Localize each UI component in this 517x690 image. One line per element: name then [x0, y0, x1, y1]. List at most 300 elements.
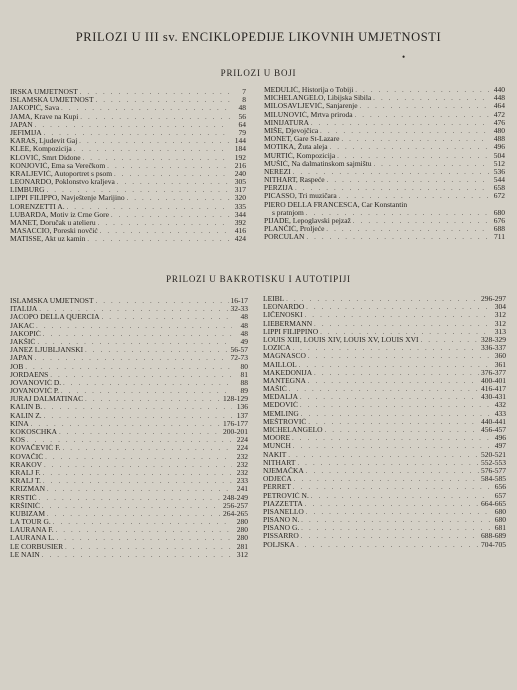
dot-leader	[311, 120, 489, 127]
dot-leader	[301, 533, 479, 540]
section-title-gravure-plates: PRILOZI U BAKROTISKU I AUTOTIPIJI	[166, 274, 351, 284]
entry-page-number: 440	[493, 86, 505, 94]
dot-leader	[421, 337, 479, 344]
dot-leader	[327, 177, 489, 184]
entry-page-number: 392	[234, 219, 246, 227]
entry-name: JANEZ LJUBLJANSKI	[10, 346, 84, 355]
dot-leader	[292, 435, 490, 442]
index-entry	[263, 320, 506, 328]
dot-leader	[314, 370, 479, 377]
index-entry	[10, 121, 246, 129]
index-entry	[10, 322, 248, 330]
entry-page-number: 313	[494, 327, 506, 336]
dot-leader	[293, 443, 490, 450]
index-entry	[10, 428, 248, 436]
index-entry	[263, 336, 506, 344]
dot-leader	[355, 87, 489, 94]
entry-name: MICHELANGELO	[263, 426, 323, 434]
entry-name: PLANČIĆ, Proljeće	[264, 225, 325, 234]
entry-page-number: 248-249	[223, 493, 248, 502]
index-entry	[10, 453, 248, 461]
gravure-plates-right-column	[263, 295, 506, 549]
index-entry	[264, 143, 505, 151]
index-entry	[264, 168, 505, 176]
entry-page-number: 232	[236, 460, 248, 469]
entry-name: LE NAIN	[10, 550, 40, 559]
dot-leader	[314, 321, 490, 328]
dot-leader	[300, 402, 490, 409]
entry-page-number: 48	[240, 321, 248, 330]
entry-page-number: 312	[236, 550, 248, 559]
dot-leader	[337, 153, 489, 160]
index-entry	[263, 434, 506, 442]
entry-page-number: 472	[493, 110, 505, 119]
dot-leader	[320, 128, 489, 135]
index-entry	[263, 516, 506, 524]
entry-page-number: 488	[493, 135, 505, 144]
entry-page-number: 664-665	[481, 499, 506, 508]
entry-page-number: 497	[494, 442, 506, 451]
entry-page-number: 312	[494, 319, 506, 328]
entry-page-number: 280	[236, 534, 248, 543]
dot-leader	[50, 372, 232, 379]
index-entry	[10, 461, 248, 469]
entry-name: KOVAČIĆ	[10, 452, 44, 461]
entry-page-number: 240	[234, 169, 246, 178]
index-entry	[10, 354, 248, 362]
entry-page-number: 536	[493, 167, 505, 176]
entry-name: MANET, Doručak u atelieru	[10, 219, 96, 227]
dot-leader	[43, 478, 232, 485]
entry-name: MEDOVIĆ	[263, 401, 298, 410]
index-entry	[263, 361, 506, 369]
dot-leader	[80, 114, 230, 121]
entry-name: LAURANA F.	[10, 526, 54, 535]
entry-page-number: 280	[236, 526, 248, 535]
index-entry	[10, 387, 248, 395]
index-entry	[10, 518, 248, 526]
entry-name: JAKŠIĆ	[10, 337, 36, 346]
entry-name: LIPPI FILIPPO, Navještenje Marijino	[10, 194, 125, 203]
index-entry	[264, 111, 505, 119]
dot-leader	[98, 220, 230, 227]
entry-page-number: 704-705	[481, 540, 506, 549]
entry-page-number: 137	[236, 411, 248, 420]
dot-leader	[96, 298, 229, 305]
index-entry	[10, 170, 246, 178]
entry-name: MICHELANGELO, Libijska Sibila	[264, 94, 372, 103]
entry-page-number: 361	[494, 360, 506, 369]
entry-name: JOVANOVIĆ P.	[10, 387, 60, 396]
dot-leader	[44, 130, 230, 137]
index-entry	[10, 477, 248, 485]
entry-name: PISSARRO	[263, 532, 299, 541]
index-entry	[10, 186, 246, 194]
entry-page-number: 281	[236, 542, 248, 551]
index-entry	[10, 510, 248, 518]
dot-leader	[43, 470, 232, 477]
entry-page-number: 433	[494, 409, 506, 418]
entry-name: MUŠIĆ, Na dalmatinskom sajmištu	[264, 159, 372, 168]
index-entry	[264, 201, 505, 209]
entry-page-number: 89	[240, 387, 248, 396]
index-entry	[263, 385, 506, 393]
entry-page-number: 432	[494, 401, 506, 410]
entry-page-number: 224	[236, 436, 248, 445]
entry-name: PERRET	[263, 483, 291, 492]
index-entry	[10, 436, 248, 444]
index-entry	[264, 184, 505, 192]
index-entry	[10, 379, 248, 387]
index-entry	[263, 459, 506, 467]
index-entry	[10, 154, 246, 162]
entry-name: KRALJ T.	[10, 477, 41, 486]
entry-page-number: 658	[493, 184, 505, 193]
dot-leader	[65, 544, 232, 551]
entry-page-number: 656	[494, 483, 506, 492]
index-entry	[264, 176, 505, 184]
entry-name: ITALIJA	[10, 305, 38, 314]
entry-page-number: 576-577	[481, 466, 506, 475]
index-entry	[10, 412, 248, 420]
dot-leader	[44, 404, 232, 411]
entry-page-number: 320	[234, 194, 246, 203]
dot-leader	[293, 345, 480, 352]
entry-page-number: 305	[234, 178, 246, 187]
entry-name: MOTIKA, Žuta aleja	[264, 143, 328, 152]
index-entry	[263, 401, 506, 409]
entry-name: MAŠIĆ	[263, 385, 287, 394]
entry-page-number: 56	[238, 112, 246, 121]
entry-page-number: 376-377	[481, 368, 506, 377]
entry-name: JEFIMIJA	[10, 128, 42, 137]
entry-name: MINIJATURA	[264, 118, 309, 127]
dot-leader	[355, 112, 489, 119]
dot-leader	[306, 468, 479, 475]
dot-leader	[53, 519, 232, 526]
index-entry	[263, 524, 506, 532]
dot-leader	[100, 228, 230, 235]
entry-page-number: 81	[240, 370, 248, 379]
entry-page-number: 233	[236, 477, 248, 486]
entry-name: LOUIS XIII, LOUIS XIV, LOUIS XV, LOUIS XVI	[263, 335, 419, 344]
entry-page-number: 176-177	[223, 419, 248, 428]
entry-name: KLEE, Kompozicija	[10, 145, 72, 154]
index-entry	[10, 526, 248, 534]
entry-page-number: 676	[493, 217, 505, 225]
entry-name: PICASSO, Tri muzičara	[264, 192, 337, 201]
entry-name: MEDULIĆ, Historija o Tobiji	[264, 86, 354, 94]
entry-page-number: 672	[493, 192, 505, 201]
entry-name: KALIN Z.	[10, 411, 42, 420]
entry-name: KONJOVIĆ, Ema sa Verečkom	[10, 161, 106, 170]
index-entry	[264, 102, 505, 110]
entry-name: JAKAC	[10, 321, 35, 330]
dot-leader	[353, 218, 489, 225]
entry-name: PISANO G.	[263, 524, 300, 533]
entry-name: LA TOUR G.	[10, 518, 51, 527]
entry-page-number: 264-265	[223, 509, 248, 518]
index-entry	[10, 543, 248, 551]
entry-name: MILOSAVLJEVIĆ, Sanjarenje	[264, 102, 358, 111]
entry-page-number: 312	[494, 311, 506, 320]
entry-page-number: 256-257	[223, 501, 248, 510]
dot-leader	[79, 138, 230, 145]
entry-name: MURTIĆ, Kompozicija	[264, 151, 336, 160]
dot-leader	[42, 552, 232, 559]
dot-leader	[293, 169, 489, 176]
entry-name: KRŠINIĆ	[10, 501, 41, 510]
entry-page-number: 336-337	[481, 344, 506, 353]
entry-name: LE CORBUSIER	[10, 542, 64, 551]
entry-name: JAMA, Krave na Kupi	[10, 112, 79, 121]
index-entry	[10, 219, 246, 227]
dot-leader	[360, 103, 489, 110]
index-entry	[264, 135, 505, 143]
index-entry	[263, 500, 506, 508]
dot-leader	[297, 542, 479, 549]
index-entry	[10, 371, 248, 379]
index-entry	[263, 295, 506, 303]
entry-name: MEMLING	[263, 409, 299, 418]
dot-leader	[42, 503, 221, 510]
index-entry	[263, 393, 506, 401]
index-entry	[10, 420, 248, 428]
index-entry	[264, 86, 505, 94]
entry-page-number: 241	[236, 485, 248, 494]
index-entry	[263, 467, 506, 475]
dot-leader	[47, 187, 230, 194]
dot-leader	[308, 378, 479, 385]
index-entry	[10, 338, 248, 346]
index-entry	[10, 227, 246, 235]
entry-page-number: 476	[493, 118, 505, 127]
entry-page-number: 224	[236, 444, 248, 453]
dot-leader	[288, 452, 479, 459]
entry-name: MONET, Gare St-Lazare	[264, 135, 340, 144]
index-entry	[10, 88, 246, 96]
entry-name: JAPAN	[10, 354, 33, 363]
entry-page-number: 335	[234, 202, 246, 211]
entry-page-number: 360	[494, 352, 506, 361]
entry-page-number: 32-33	[230, 305, 248, 314]
index-entry	[10, 444, 248, 452]
entry-page-number: 184	[234, 145, 246, 154]
entry-page-number: 72-73	[230, 354, 248, 363]
index-entry	[10, 203, 246, 211]
entry-name: JOB	[10, 362, 24, 371]
entry-page-number: 232	[236, 468, 248, 477]
entry-name: NJEMAČKA	[263, 466, 304, 475]
dot-leader	[27, 437, 232, 444]
entry-name: PORCULAN	[264, 233, 305, 242]
index-entry	[10, 211, 246, 219]
entry-page-number: 688	[493, 225, 505, 234]
dot-leader	[306, 234, 489, 241]
dot-leader	[320, 329, 490, 336]
entry-name: PERZIJA	[264, 184, 294, 193]
dot-leader	[83, 155, 230, 162]
entry-page-number: 680	[494, 516, 506, 525]
ornament-mark: •	[402, 52, 406, 62]
dot-leader	[114, 171, 230, 178]
entry-name: ISLAMSKA UMJETNOST	[10, 297, 94, 305]
entry-name: PIAZZETTA	[263, 499, 303, 508]
entry-page-number: 448	[493, 94, 505, 103]
entry-page-number: 200-201	[223, 428, 248, 436]
entry-name: MIŠE, Djevojčica	[264, 126, 319, 135]
dot-leader	[37, 339, 232, 346]
entry-name: MEDALJA	[263, 393, 298, 402]
index-entry	[10, 162, 246, 170]
dot-leader	[39, 495, 221, 502]
dot-leader	[96, 97, 230, 104]
dot-leader	[74, 146, 230, 153]
entry-name: LIČENOSKI	[263, 311, 303, 320]
dot-leader	[61, 105, 230, 112]
index-entry	[10, 305, 248, 313]
index-entry	[10, 502, 248, 510]
dot-leader	[326, 226, 489, 233]
dot-leader	[63, 445, 232, 452]
entry-page-number: 8	[242, 96, 246, 105]
entry-page-number: 681	[494, 524, 506, 533]
entry-name: MEŠTROVIĆ	[263, 417, 307, 426]
index-entry	[264, 152, 505, 160]
index-entry	[10, 104, 246, 112]
entry-name: PETROVIĆ N.	[263, 491, 309, 500]
entry-page-number: 216	[234, 161, 246, 170]
entry-name: LUBARDA, Motiv iz Crne Gore	[10, 210, 109, 219]
entry-name: KOKOSCHKA	[10, 428, 58, 436]
entry-page-number: 711	[494, 233, 505, 242]
entry-name: LAURANA L.	[10, 534, 55, 543]
entry-name: MAKEDONIJA	[263, 368, 313, 377]
entry-page-number: 304	[494, 303, 506, 312]
index-entry	[10, 534, 248, 542]
entry-name: NITHART, Raspeće	[264, 176, 325, 185]
entry-page-number: 88	[240, 378, 248, 387]
dot-leader	[297, 460, 479, 467]
dot-leader	[295, 185, 489, 192]
entry-name: NEREZI	[264, 167, 291, 176]
dot-leader	[374, 161, 490, 168]
index-entry	[263, 410, 506, 418]
dot-leader	[306, 509, 490, 516]
entry-name: NITHART	[263, 458, 296, 467]
dot-leader	[306, 304, 490, 311]
dot-leader	[107, 163, 230, 170]
entry-name: IRSKA UMJETNOST	[10, 88, 78, 96]
index-entry	[263, 311, 506, 319]
entry-name: PIJADE, Lepoglavski pejzaž	[264, 217, 351, 225]
dot-leader	[36, 323, 232, 330]
entry-name: NAKIT	[263, 450, 287, 459]
dot-leader	[111, 212, 230, 219]
entry-page-number: 440-441	[481, 417, 506, 426]
dot-leader	[80, 89, 230, 96]
index-entry	[10, 113, 246, 121]
entry-page-number: 657	[494, 491, 506, 500]
dot-leader	[127, 195, 230, 202]
index-entry	[264, 209, 505, 217]
entry-page-number: 544	[493, 176, 505, 185]
index-entry	[10, 363, 248, 371]
entry-page-number: 480	[493, 126, 505, 135]
index-entry	[263, 377, 506, 385]
dot-leader	[31, 421, 221, 428]
color-plates-left-column	[10, 88, 246, 244]
dot-leader	[301, 517, 490, 524]
index-entry	[10, 469, 248, 477]
entry-name: LIPPI FILIPPINO	[263, 327, 319, 336]
dot-leader	[341, 136, 489, 143]
entry-name: ISLAMSKA UMJETNOST	[10, 96, 94, 105]
entry-name: KOS	[10, 436, 26, 445]
entry-page-number: 144	[234, 137, 246, 146]
dot-leader	[308, 353, 490, 360]
dot-leader	[308, 419, 479, 426]
entry-page-number: 424	[234, 235, 246, 244]
index-entry	[263, 442, 506, 450]
entry-page-number: 416	[234, 227, 246, 236]
dot-leader	[330, 144, 489, 151]
dot-leader	[61, 388, 232, 395]
entry-page-number: 48	[240, 313, 248, 322]
entry-page-number: 520-521	[481, 450, 506, 459]
entry-page-number: 79	[238, 128, 246, 137]
dot-leader	[305, 501, 479, 508]
entry-page-number: 688-689	[481, 532, 506, 541]
entry-name: MAILLOL	[263, 360, 297, 369]
entry-name: LEONARDO	[263, 303, 305, 312]
entry-name: KRALJEVIĆ, Autoportret s psom	[10, 169, 113, 178]
dot-leader	[306, 210, 489, 217]
index-entry	[264, 160, 505, 168]
dot-leader	[293, 484, 490, 491]
dot-leader	[294, 476, 479, 483]
entry-name: s pratnjom	[272, 208, 304, 217]
entry-page-number: 136	[236, 403, 248, 412]
index-entry	[10, 494, 248, 502]
entry-name: MILUNOVIĆ, Mrtva priroda	[264, 110, 353, 119]
dot-leader	[373, 95, 489, 102]
entry-name: POLJSKA	[263, 540, 296, 549]
entry-page-number: 496	[494, 434, 506, 443]
entry-page-number: 504	[493, 151, 505, 160]
entry-name: MATISSE, Akt uz kamin	[10, 235, 86, 244]
dot-leader	[305, 312, 490, 319]
dot-leader	[300, 394, 479, 401]
entry-page-number: 680	[494, 507, 506, 516]
index-entry	[10, 194, 246, 202]
dot-leader	[85, 396, 221, 403]
dot-leader	[289, 386, 479, 393]
entry-page-number: 49	[240, 337, 248, 346]
entry-name: JAPAN	[10, 120, 33, 129]
index-entry	[263, 328, 506, 336]
entry-page-number: 192	[234, 153, 246, 162]
index-entry	[263, 418, 506, 426]
dot-leader	[43, 331, 232, 338]
entry-name: ODJEĆA	[263, 475, 292, 484]
entry-page-number: 64	[238, 120, 246, 129]
index-entry	[10, 137, 246, 145]
entry-name: KRIZMAN	[10, 485, 45, 494]
entry-name: MAGNASCO	[263, 352, 306, 361]
entry-name: LOZICA	[263, 344, 291, 353]
index-entry	[10, 551, 248, 559]
